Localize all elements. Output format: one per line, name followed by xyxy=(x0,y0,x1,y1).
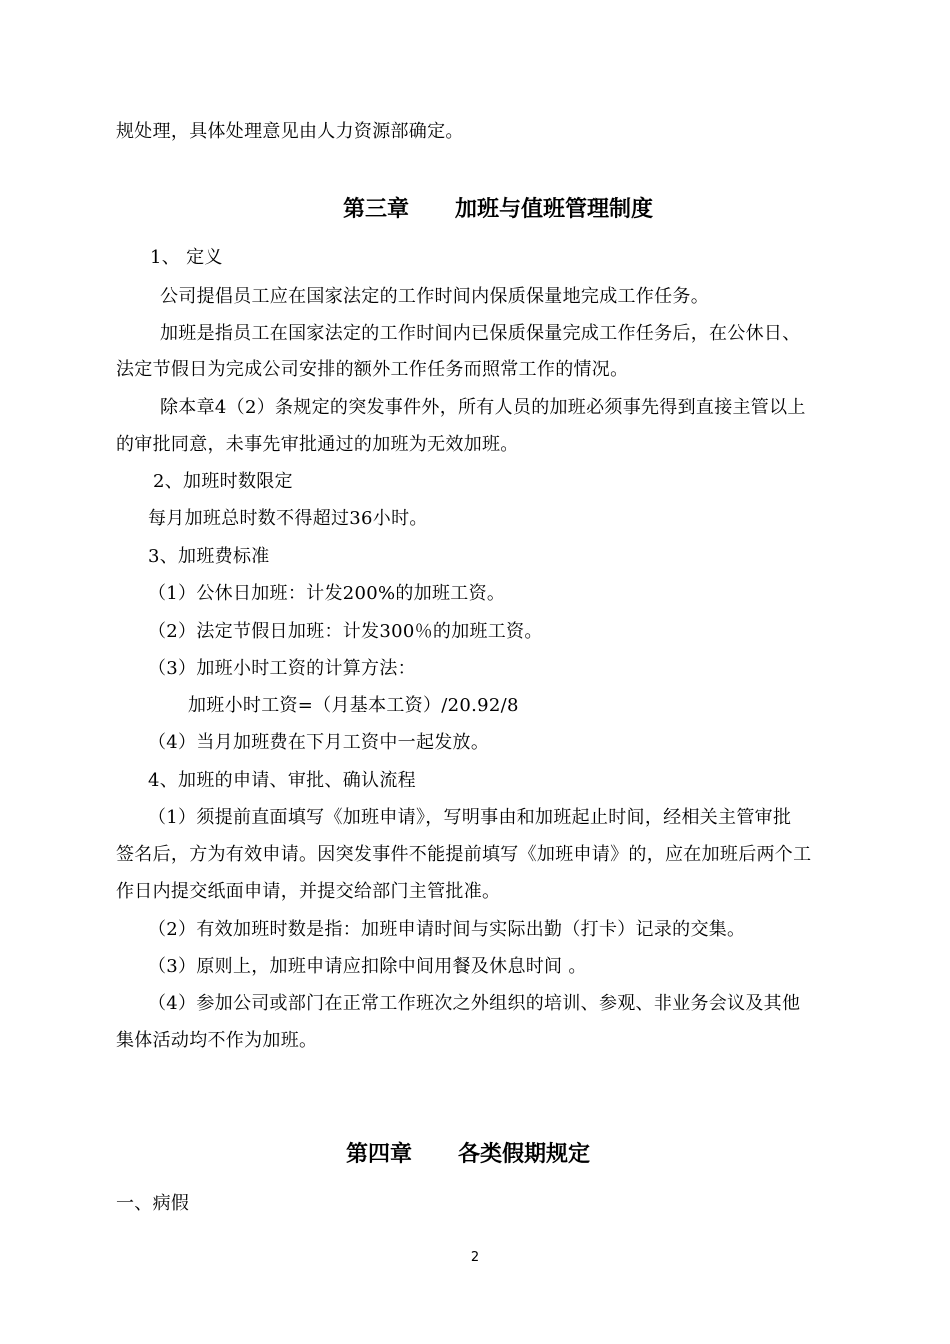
section1-title: 1、 定义 xyxy=(150,247,223,268)
section4-item4-line2: 集体活动均不作为加班。 xyxy=(116,1030,318,1051)
section3-title: 3、加班费标准 xyxy=(148,546,270,567)
chapter4-heading xyxy=(346,1141,590,1169)
section4-item2: （2）有效加班时数是指：加班申请时间与实际出勤（打卡）记录的交集。 xyxy=(148,919,746,940)
section4-item1-line3: 作日内提交纸面申请，并提交给部门主管批准。 xyxy=(116,881,501,902)
section4-item1-line1: （1）须提前直面填写《加班申请》，写明事由和加班起止时间，经相关主管审批 xyxy=(148,807,792,828)
section3-item4: （4）当月加班费在下月工资中一起发放。 xyxy=(148,732,490,753)
section1-paragraph2-line2: 法定节假日为完成公司安排的额外工作任务而照常工作的情况。 xyxy=(116,359,629,380)
intro-line: 规处理，具体处理意见由人力资源部确定。 xyxy=(116,121,464,142)
chapter3-heading xyxy=(343,196,653,224)
section3-item1: （1）公休日加班：计发200%的加班工资。 xyxy=(148,583,506,604)
chapter3-number: 第三章 xyxy=(343,197,410,222)
section4-title: 4、加班的申请、审批、确认流程 xyxy=(148,770,416,791)
section4-item3: （3）原则上，加班申请应扣除中间用餐及休息时间 。 xyxy=(148,956,587,977)
section2-title: 2、加班时数限定 xyxy=(153,471,293,492)
section1-paragraph2-line1: 加班是指员工在国家法定的工作时间内已保质保量完成工作任务后，在公休日、 xyxy=(160,323,801,344)
section4-item1-line2: 签名后，方为有效申请。因突发事件不能提前填写《加班申请》的，应在加班后两个工 xyxy=(116,844,812,865)
section2-paragraph1: 每月加班总时数不得超过36小时。 xyxy=(148,508,428,529)
chapter3-title: 加班与值班管理制度 xyxy=(455,197,654,222)
chapter4-title: 各类假期规定 xyxy=(458,1142,591,1167)
section3-formula: 加班小时工资=（月基本工资）/20.92/8 xyxy=(188,695,519,716)
section1-paragraph1: 公司提倡员工应在国家法定的工作时间内保质保量地完成工作任务。 xyxy=(160,286,709,307)
section1-paragraph3-line2: 的审批同意，未事先审批通过的加班为无效加班。 xyxy=(116,434,519,455)
section3-item3: （3）加班小时工资的计算方法： xyxy=(148,658,416,679)
section1-paragraph3-line1: 除本章4（2）条规定的突发事件外，所有人员的加班必须事先得到直接主管以上 xyxy=(160,397,806,418)
chapter4-section1-title: 一、病假 xyxy=(116,1193,190,1214)
section3-item2: （2）法定节假日加班：计发300％的加班工资。 xyxy=(148,621,543,642)
page-number: 2 xyxy=(470,1250,480,1265)
section4-item4-line1: （4）参加公司或部门在正常工作班次之外组织的培训、参观、非业务会议及其他 xyxy=(148,993,801,1014)
chapter4-number: 第四章 xyxy=(346,1142,413,1167)
